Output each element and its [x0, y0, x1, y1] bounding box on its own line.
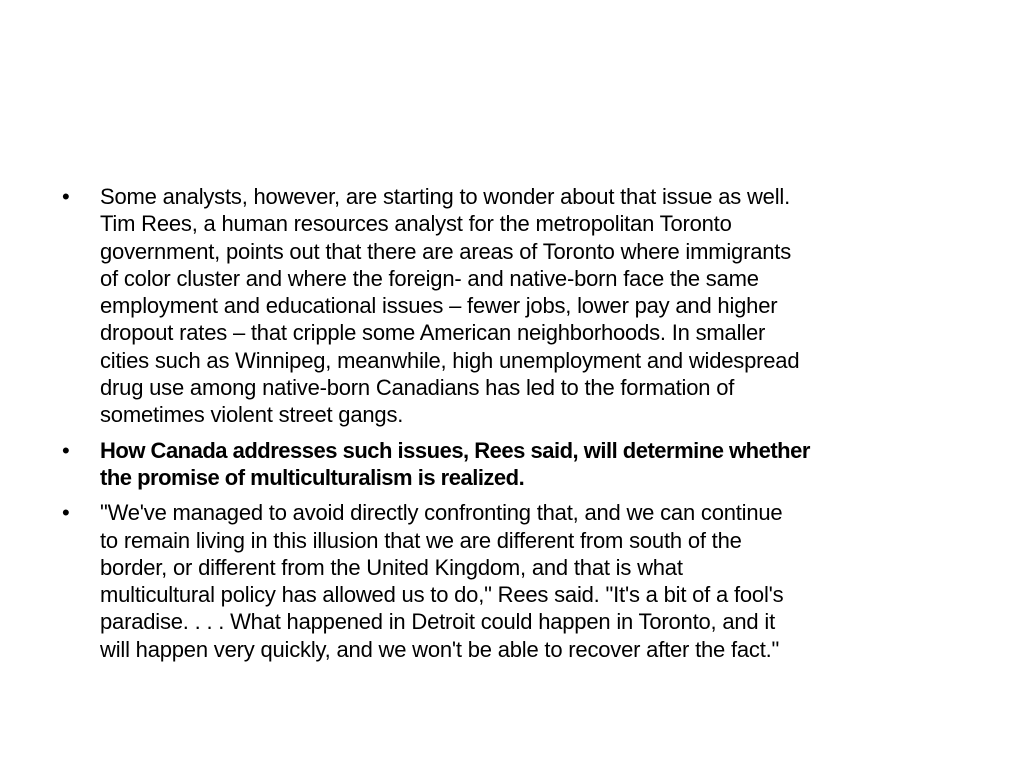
bullet-text-line: How Canada addresses such issues, Rees said, will determine whether [100, 437, 810, 463]
bullet-text-line: of color cluster and where the foreign- and native-born face the same [100, 265, 759, 291]
bullet-icon: • [62, 184, 70, 209]
bullet-text-line: "We've managed to avoid directly confronting that, and we can continue [100, 500, 783, 526]
bullet-text-line: Some analysts, however, are starting to wonder about that issue as well. [100, 184, 790, 209]
bullet-text-line: drug use among native-born Canadians has led to the formation of [100, 375, 735, 401]
slide-body [62, 183, 982, 671]
bullet-text-line: paradise. . . . What happened in Detroit could happen in Toronto, and it [100, 609, 775, 635]
bullet-item [62, 499, 982, 663]
bullet-text-line: to remain living in this illusion that we are different from south of the [100, 527, 742, 553]
bullet-text-line: dropout rates – that cripple some American neighborhoods. In smaller [100, 320, 766, 346]
bullet-icon: • [62, 437, 70, 463]
bullet-text-line: the promise of multiculturalism is realized. [100, 464, 525, 490]
bullet-text-line: Tim Rees, a human resources analyst for the metropolitan Toronto [100, 211, 732, 237]
bullet-text-line: cities such as Winnipeg, meanwhile, high unemployment and widespread [100, 347, 800, 373]
bullet-text-line: will happen very quickly, and we won't be able to recover after the fact." [100, 636, 780, 662]
bullet-text-line: employment and educational issues – fewer jobs, lower pay and higher [100, 293, 778, 319]
bullet-item [62, 183, 982, 429]
bullet-text-line: multicultural policy has allowed us to do," Rees said. "It's a bit of a fool's [100, 582, 784, 608]
bullet-icon: • [62, 500, 70, 526]
bullet-text-line: government, points out that there are areas of Toronto where immigrants [100, 238, 791, 264]
bullet-text-line: border, or different from the United Kingdom, and that is what [100, 554, 683, 580]
bullet-item [62, 437, 982, 492]
bullet-text-line: sometimes violent street gangs. [100, 402, 404, 428]
